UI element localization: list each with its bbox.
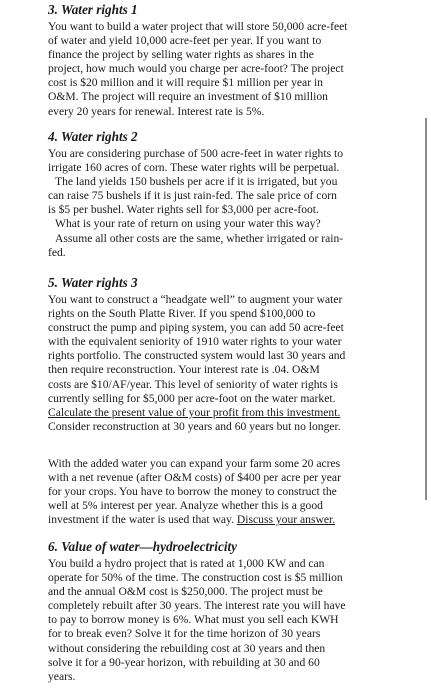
problem-4-water-rights-2: [48, 129, 420, 260]
text-line: You want to construct a “headgate well” to augment your water: [48, 293, 343, 306]
text-line: What is your rate of return on using your water this way?: [55, 217, 321, 231]
text-line: and the annual O&M cost is $250,000. The project must be: [48, 585, 323, 599]
text-line: with a net revenue (after O&M costs) of $400 per acre per year: [48, 471, 341, 485]
text-line: You want to build a water project that will store 50,000 acre-feet: [48, 20, 348, 33]
text-line: solve it for a 90-year horizon, with rebuilding at 30 and 60: [48, 655, 320, 669]
problem-4-heading: 4. Water rights 2: [48, 129, 138, 144]
problem-3-heading: 3. Water rights 1: [48, 2, 138, 17]
text-line: You build a hydro project that is rated at 1,000 KW and can: [48, 557, 325, 570]
text-line: currently selling for $5,000 per acre-foot on the water market.: [48, 391, 336, 405]
problem-6-heading: 6. Value of water—hydroelectricity: [48, 539, 237, 554]
problem-5-water-rights-3: [48, 275, 420, 434]
text-line: operate for 50% of the time. The construction cost is $5 million: [48, 571, 343, 585]
text-line: rights on the South Platte River. If you spend $100,000 to: [48, 307, 316, 321]
text-line: rights portfolio. The constructed system would last 30 years and: [48, 349, 346, 363]
text-line: O&M. The project will require an investment of $10 million: [48, 90, 328, 104]
text-line: With the added water you can expand your farm some 20 acres: [48, 457, 341, 470]
text-line: fed.: [48, 245, 66, 259]
underlined-task: Discuss your answer.: [236, 513, 336, 527]
text-line-with-underlined-task: [48, 513, 420, 527]
text-line: for your crops. You have to borrow the money to construct the: [48, 485, 337, 499]
problem-6-text: [48, 557, 420, 684]
problem-5-part-b: [48, 457, 420, 527]
problem-5-heading: 5. Water rights 3: [48, 275, 138, 290]
text-line: for to break even? Solve it for the time horizon of 30 years: [48, 627, 321, 641]
text-line: can raise 75 bushels if it is just rain-fed. The sale price of corn: [48, 189, 337, 203]
text-line: The land yields 150 bushels per acre if it is irrigated, but you: [55, 175, 338, 189]
text-line: irrigate 160 acres of corn. These water rights will be perpetual.: [48, 161, 340, 175]
text-line: without considering the rebuilding cost at 30 years and then: [48, 641, 326, 655]
underlined-task-line: Calculate the present value of your profit from this investment.: [48, 405, 341, 419]
text-line: well at 5% interest per year. Analyze whether this is a good: [48, 499, 323, 513]
problem-4-text: [48, 147, 420, 260]
text-line: then require reconstruction. Your interest rate is .04. O&M: [48, 363, 320, 377]
problem-5-part-b-text: [48, 457, 420, 527]
text-line: is $5 per bushel. Water rights sell for $3,000 per acre-foot.: [48, 203, 319, 217]
margin-rule: [425, 118, 427, 500]
text-line: years.: [48, 669, 76, 683]
text-line: project, how much would you charge per acre-foot? The project: [48, 62, 344, 76]
text-line: of water and yield 10,000 acre-feet per year. If you want to: [48, 34, 322, 48]
text-line: You are considering purchase of 500 acre-feet in water rights to: [48, 147, 344, 160]
text-line: cost is $20 million and it will require $1 million per year in: [48, 76, 323, 90]
text-line: finance the project by selling water rights as shares in the: [48, 48, 314, 62]
text-line: with the equivalent seniority of 1910 water rights to your water: [48, 335, 342, 349]
text-line-start: investment if the water is used that way.: [48, 513, 237, 527]
text-line: completely rebuilt after 30 years. The interest rate you will have: [48, 599, 346, 613]
problem-3-text: [48, 20, 420, 119]
text-line: to pay to borrow money is 6%. What must you sell each KWH: [48, 613, 339, 627]
text-line: costs are $10/AF/year. This level of seniority of water rights is: [48, 377, 338, 391]
problem-5-text: [48, 293, 420, 434]
problem-6-hydroelectricity: [48, 539, 420, 684]
problem-3-water-rights-1: [48, 2, 420, 119]
text-line: every 20 years for renewal. Interest rate is 5%.: [48, 104, 265, 118]
text-line: Assume all other costs are the same, whether irrigated or rain-: [55, 231, 344, 245]
text-line: construct the pump and piping system, you can add 50 acre-feet: [48, 321, 344, 335]
text-line: Consider reconstruction at 30 years and 60 years but no longer.: [48, 419, 341, 433]
